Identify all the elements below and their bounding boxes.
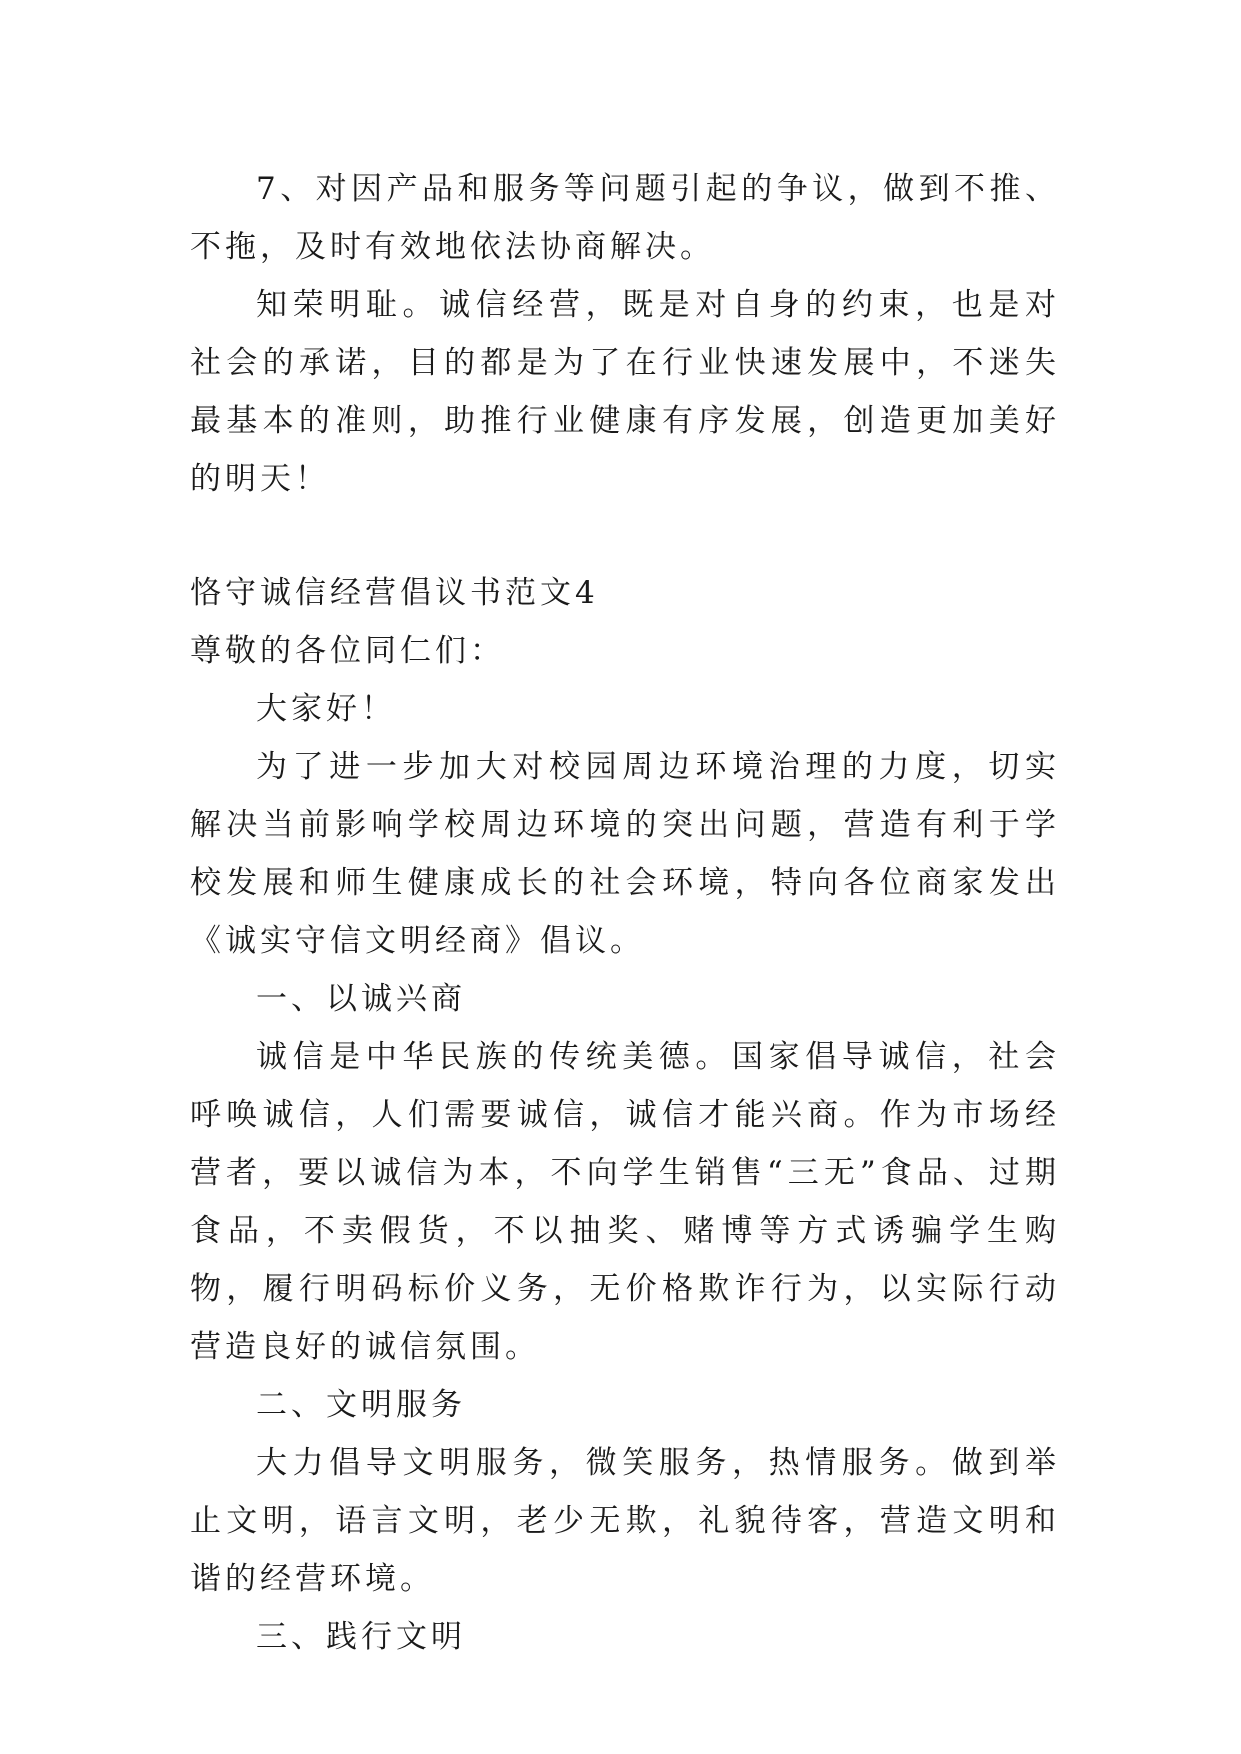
paragraph-one: 诚信是中华民族的传统美德。国家倡导诚信，社会呼唤诚信，人们需要诚信，诚信才能兴商。作为市场经营者，要以诚信为本，不向学生销售“三无”食品、过期食品，不卖假货，不以抽奖、赌博等方式诱骗学生购物，履行明码标价义务，无价格欺诈行为，以实际行动营造良好的诚信氛围。: [190, 1039, 1060, 1365]
heading-three: 三、践行文明: [256, 1619, 466, 1655]
document-body: [190, 160, 1060, 1666]
greeting: 大家好！: [256, 691, 396, 727]
paragraph-two: 大力倡导文明服务，微笑服务，热情服务。做到举止文明，语言文明，老少无欺，礼貌待客，营造文明和谐的经营环境。: [190, 1445, 1060, 1597]
salutation: 尊敬的各位同仁们：: [190, 633, 505, 669]
heading-two: 二、文明服务: [256, 1387, 466, 1423]
paragraph-conclusion: 知荣明耻。诚信经营，既是对自身的约束，也是对社会的承诺，目的都是为了在行业快速发展中，不迷失最基本的准则，助推行业健康有序发展，创造更加美好的明天！: [190, 287, 1060, 497]
paragraph-item-7: 7、对因产品和服务等问题引起的争议，做到不推、不拖，及时有效地依法协商解决。: [190, 171, 1060, 265]
paragraph-intro: 为了进一步加大对校园周边环境治理的力度，切实解决当前影响学校周边环境的突出问题，营造有利于学校发展和师生健康成长的社会环境，特向各位商家发出《诚实守信文明经商》倡议。: [190, 749, 1060, 959]
heading-one: 一、以诚兴商: [256, 981, 466, 1017]
section-title: 恪守诚信经营倡议书范文4: [190, 575, 599, 611]
